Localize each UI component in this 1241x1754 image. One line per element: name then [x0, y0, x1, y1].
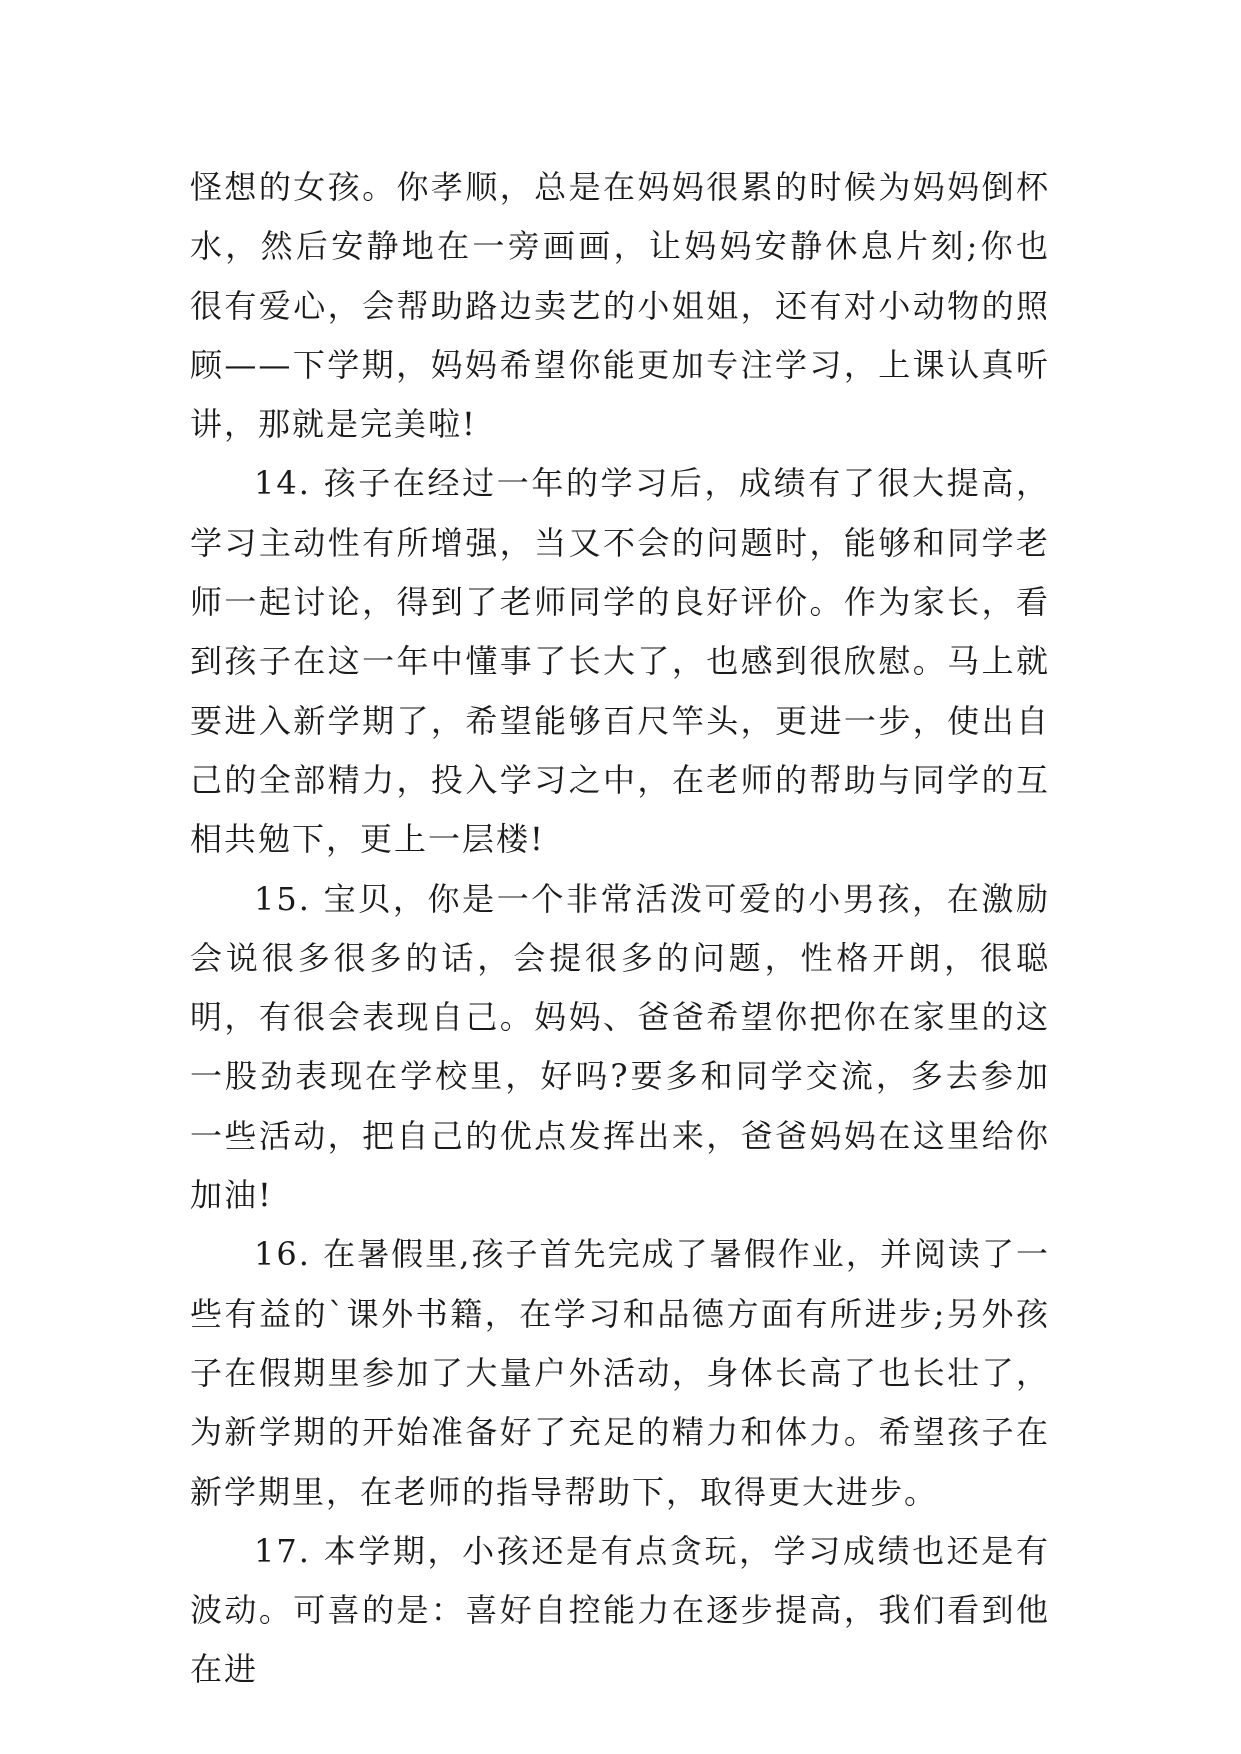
- paragraph-17: 17. 本学期，小孩还是有点贪玩，学习成绩也还是有波动。可喜的是：喜好自控能力在逐步提高，我们看到他在进: [190, 1531, 1050, 1689]
- document-body: [190, 158, 1050, 1700]
- paragraph-15: 15. 宝贝，你是一个非常活泼可爱的小男孩，在激励会说很多很多的话，会提很多的问题，性格开朗，很聪明，有很会表现自己。妈妈、爸爸希望你把你在家里的这一股劲表现在学校里，好吗?要多和同学交流，多去参加一些活动，把自己的优点发挥出来，爸爸妈妈在这里给你加油!: [190, 879, 1050, 1215]
- paragraph-14: 14. 孩子在经过一年的学习后，成绩有了很大提高，学习主动性有所增强，当又不会的问题时，能够和同学老师一起讨论，得到了老师同学的良好评价。作为家长，看到孩子在这一年中懂事了长大了，也感到很欣慰。马上就要进入新学期了，希望能够百尺竿头，更进一步，使出自己的全部精力，投入学习之中，在老师的帮助与同学的互相共勉下，更上一层楼!: [190, 464, 1050, 859]
- paragraph-16: 16. 在暑假里,孩子首先完成了暑假作业，并阅读了一些有益的`课外书籍，在学习和品德方面有所进步;另外孩子在假期里参加了大量户外活动，身体长高了也长壮了，为新学期的开始准备好了充足的精力和体力。希望孩子在新学期里，在老师的指导帮助下，取得更大进步。: [190, 1235, 1050, 1511]
- paragraph-continued: 怪想的女孩。你孝顺，总是在妈妈很累的时候为妈妈倒杯水，然后安静地在一旁画画，让妈妈安静休息片刻;你也很有爱心，会帮助路边卖艺的小姐姐，还有对小动物的照顾——下学期，妈妈希望你能更加专注学习，上课认真听讲，那就是完美啦!: [190, 168, 1050, 444]
